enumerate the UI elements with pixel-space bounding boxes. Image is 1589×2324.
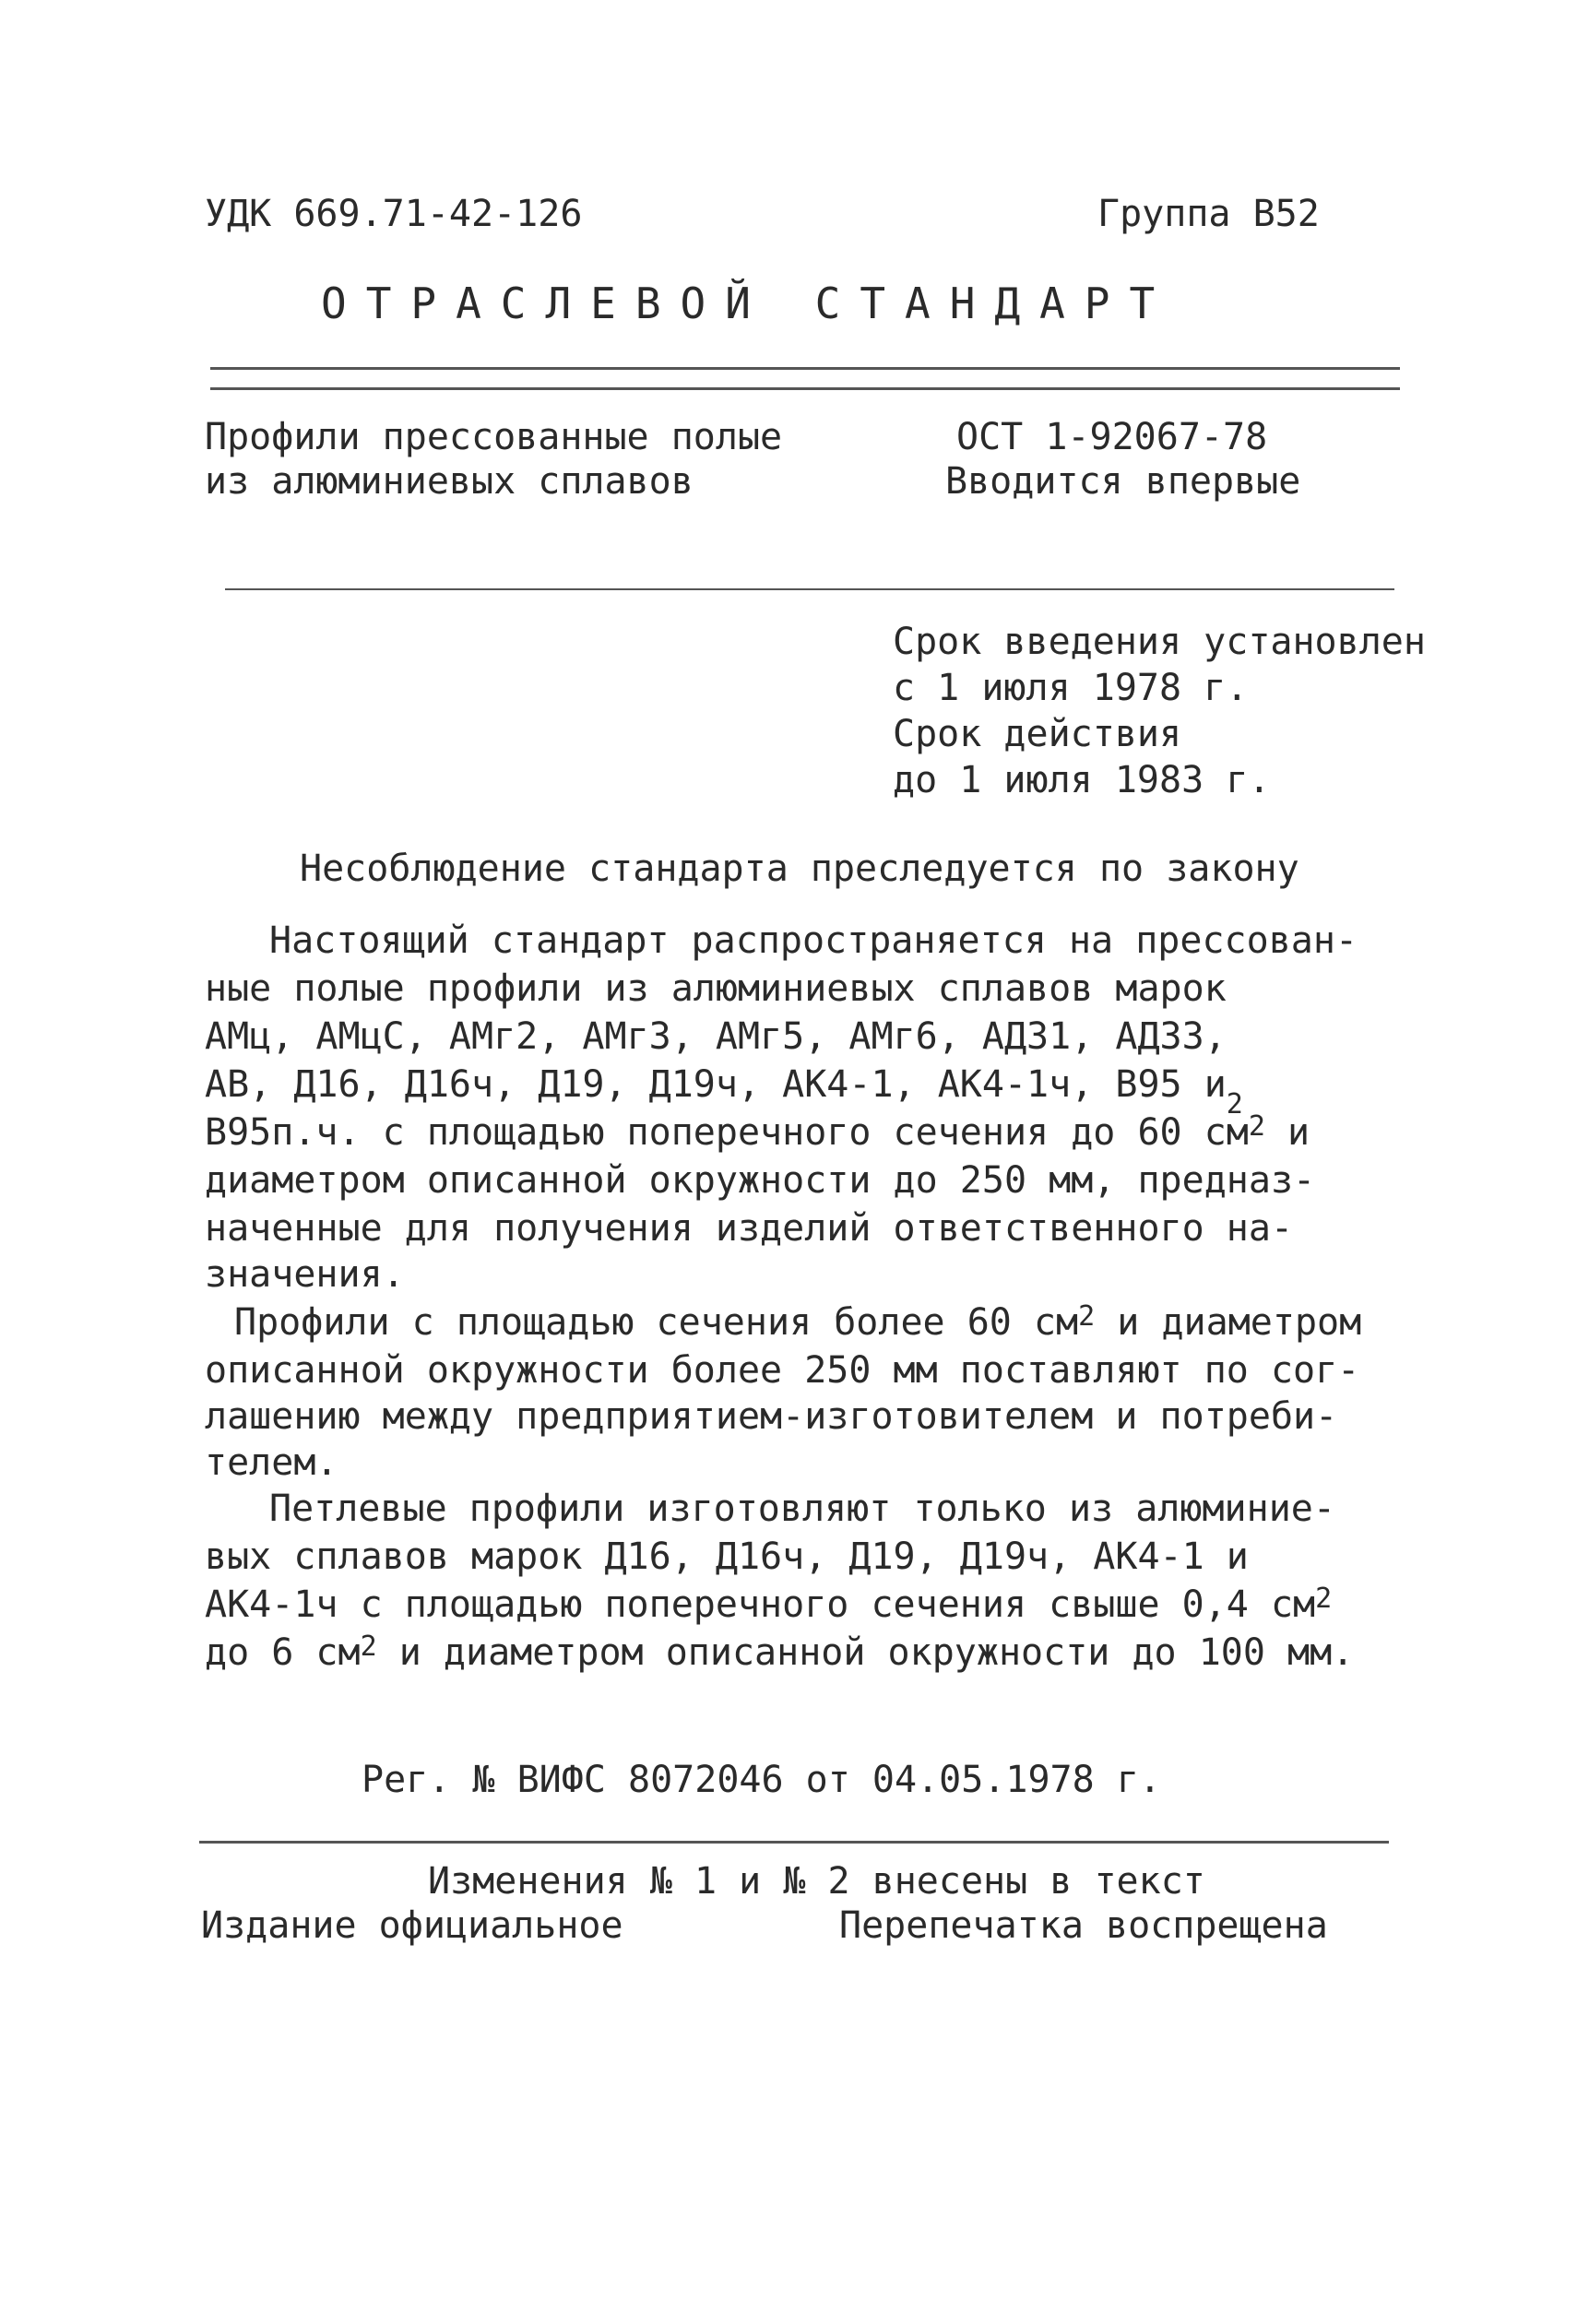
mid-rule [225, 588, 1394, 590]
p2-line-2: описанной окружности более 250 мм поставляют по сог- [205, 1349, 1360, 1392]
document-name-line-1: Профили прессованные полые [205, 416, 783, 458]
term-line-3: Срок действия [893, 713, 1182, 755]
reprint-note: Перепечатка воспрещена [839, 1904, 1328, 1947]
p1-line-8: значения. [205, 1253, 405, 1296]
p1-line-4: АВ, Д16, Д16ч, Д19, Д19ч, АК4-1, АК4-1ч, В95 $и_2$ [205, 1063, 1243, 1120]
p1-line-1: Настоящий стандарт распространяется на прессован- [269, 919, 1358, 962]
registration-number: Рег. № ВИФС 8072046 от 04.05.1978 г. [362, 1759, 1161, 1801]
bottom-rule [199, 1841, 1389, 1844]
p2-line-4: телем. [205, 1441, 338, 1484]
standard-code: ОСТ 1-92067-78 [956, 416, 1268, 458]
edition-note: Издание официальное [201, 1904, 623, 1947]
changes-note: Изменения № 1 и № 2 внесены в текст [428, 1860, 1205, 1903]
p1-line-2: ные полые профили из алюминиевых сплавов марок [205, 967, 1227, 1010]
group-code: Группа В52 [1097, 193, 1320, 235]
p1-line-6: диаметром описанной окружности до 250 мм, предназ- [205, 1159, 1316, 1202]
top-rule-2 [210, 387, 1400, 390]
legal-warning: Несоблюдение стандарта преследуется по закону [300, 848, 1299, 890]
p3-line-1: Петлевые профили изготовляют только из алюминие- [269, 1488, 1335, 1530]
document-title: ОТРАСЛЕВОЙ СТАНДАРТ [321, 279, 1175, 328]
term-line-4: до 1 июля 1983 г. [893, 759, 1271, 801]
p1-line-7: наченные для получения изделий ответственного на- [205, 1207, 1294, 1250]
p1-line-5: В95п.ч. с площадью поперечного сечения до 60 $см^2$ и [205, 1110, 1310, 1154]
term-line-2: с 1 июля 1978 г. [893, 667, 1249, 709]
p2-line-1: Профили с площадью сечения более 60 $см^2$ и диаметром [234, 1300, 1362, 1344]
udk-code: УДК 669.71-42-126 [205, 193, 583, 235]
standard-status: Вводится впервые [945, 460, 1301, 503]
document-name-line-2: из алюминиевых сплавов [205, 460, 694, 503]
p3-line-4: до 6 $см^2$ и диаметром описанной окружности до 100 мм. [205, 1630, 1355, 1674]
top-rule-1 [210, 367, 1400, 370]
p2-line-3: лашению между предприятием-изготовителем и потреби- [205, 1395, 1338, 1438]
p3-line-2: вых сплавов марок Д16, Д16ч, Д19, Д19ч, АК4-1 и [205, 1536, 1249, 1578]
p1-line-3: АМц, АМцС, АМг2, АМг3, АМг5, АМг6, АД31, АД33, [205, 1015, 1227, 1058]
p3-line-3: АК4-1ч с площадью поперечного сечения свыше 0,4 $см^2$ [205, 1583, 1333, 1626]
term-line-1: Срок введения установлен [893, 621, 1426, 663]
